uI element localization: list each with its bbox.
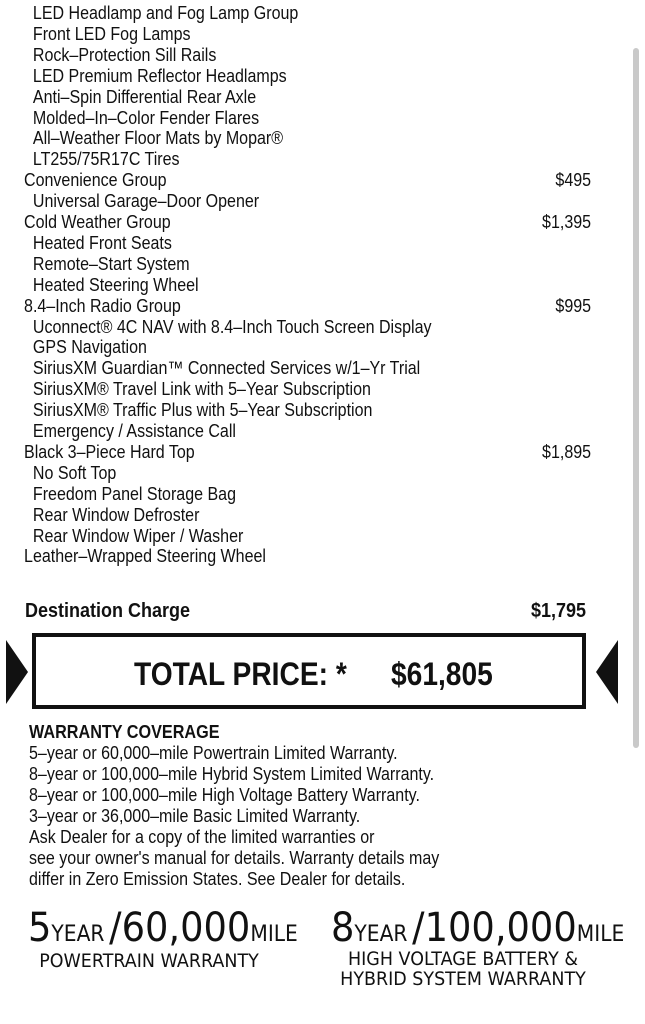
option-feature-label: Freedom Panel Storage Bag <box>32 483 236 504</box>
option-row <box>0 317 574 338</box>
option-row <box>0 233 574 254</box>
option-price: $495 <box>555 170 591 191</box>
option-price: $1,895 <box>541 441 591 462</box>
option-row <box>0 296 574 317</box>
option-price: $995 <box>555 295 591 316</box>
option-row <box>0 463 574 484</box>
battery-slash: / <box>412 905 425 951</box>
option-row <box>0 108 574 129</box>
powertrain-miles: 60,000 <box>121 905 251 951</box>
option-row <box>0 442 574 463</box>
warranty-line: differ in Zero Emission States. See Dealer for details. <box>29 869 406 889</box>
option-feature-label: Rear Window Wiper / Washer <box>32 525 244 546</box>
option-feature-label: Molded–In–Color Fender Flares <box>32 107 260 128</box>
powertrain-mile-word: MILE <box>250 922 298 947</box>
right-arrow-icon <box>596 640 618 704</box>
option-row <box>0 170 574 191</box>
option-row <box>0 337 574 358</box>
option-feature-label: Rear Window Defroster <box>32 504 200 525</box>
battery-years: 8 <box>331 905 355 951</box>
option-feature-label: Remote–Start System <box>32 253 190 274</box>
option-row <box>0 45 574 66</box>
warranty-line: 3–year or 36,000–mile Basic Limited Warranty. <box>29 806 361 826</box>
option-feature-label: Emergency / Assistance Call <box>32 421 236 441</box>
option-feature-label: Front LED Fog Lamps <box>32 23 191 44</box>
powertrain-years: 5 <box>28 905 52 951</box>
option-row <box>0 87 574 108</box>
option-feature-label: GPS Navigation <box>32 337 147 358</box>
option-package-label: Leather–Wrapped Steering Wheel <box>24 546 266 567</box>
option-row <box>0 526 574 547</box>
option-row <box>0 66 574 87</box>
scrollbar[interactable] <box>633 48 639 748</box>
powertrain-warranty-caption: POWERTRAIN WARRANTY <box>39 950 259 972</box>
left-arrow-icon <box>6 640 28 704</box>
option-row <box>0 484 574 505</box>
option-row <box>0 275 574 296</box>
option-package-label: 8.4–Inch Radio Group <box>24 295 181 316</box>
option-feature-label: SiriusXM® Travel Link with 5–Year Subscription <box>32 379 371 400</box>
option-feature-label: Universal Garage–Door Opener <box>32 191 260 212</box>
battery-miles: 100,000 <box>424 905 577 951</box>
option-row <box>0 421 574 442</box>
warranty-title: WARRANTY COVERAGE <box>29 722 220 742</box>
option-feature-label: LT255/75R17C Tires <box>32 149 180 170</box>
option-feature-label: Uconnect® 4C NAV with 8.4–Inch Touch Screen Display <box>32 316 432 337</box>
option-feature-label: Heated Steering Wheel <box>32 274 199 295</box>
option-price: $1,395 <box>541 212 591 232</box>
total-price-value: $61,805 <box>391 656 493 692</box>
option-feature-label: All–Weather Floor Mats by Mopar® <box>32 128 284 149</box>
destination-charge-price: $1,795 <box>531 600 587 622</box>
warranty-line: 8–year or 100,000–mile High Voltage Battery Warranty. <box>29 785 420 805</box>
option-row <box>0 128 574 149</box>
option-row <box>0 400 574 421</box>
warranty-line: see your owner's manual for details. Warranty details may <box>29 848 440 868</box>
option-row <box>0 546 574 567</box>
option-row <box>0 24 574 45</box>
option-feature-label: SiriusXM Guardian™ Connected Services w/1–Yr Trial <box>32 358 421 379</box>
option-row <box>0 379 574 400</box>
option-feature-label: No Soft Top <box>32 462 117 483</box>
option-package-label: Cold Weather Group <box>24 212 171 232</box>
option-row <box>0 505 574 526</box>
battery-mile-word: MILE <box>576 922 625 947</box>
total-price-label: TOTAL PRICE: * <box>134 656 347 692</box>
option-feature-label: LED Headlamp and Fog Lamp Group <box>32 3 299 23</box>
destination-charge-label: Destination Charge <box>25 600 191 622</box>
option-row <box>0 212 574 233</box>
option-row <box>0 191 574 212</box>
option-package-label: Convenience Group <box>24 170 167 191</box>
option-row <box>0 254 574 275</box>
option-row <box>0 3 574 24</box>
powertrain-slash: / <box>109 905 122 951</box>
option-feature-label: Heated Front Seats <box>32 232 172 253</box>
battery-year-word: YEAR <box>354 922 408 947</box>
battery-warranty-caption-line2: HYBRID SYSTEM WARRANTY <box>340 968 586 990</box>
option-feature-label: LED Premium Reflector Headlamps <box>32 65 287 86</box>
powertrain-year-word: YEAR <box>51 922 105 947</box>
option-row <box>0 149 574 170</box>
warranty-line: 5–year or 60,000–mile Powertrain Limited Warranty. <box>29 743 398 763</box>
option-row <box>0 358 574 379</box>
option-feature-label: Anti–Spin Differential Rear Axle <box>32 86 257 107</box>
warranty-line: Ask Dealer for a copy of the limited warranties or <box>29 827 375 847</box>
option-package-label: Black 3–Piece Hard Top <box>24 441 195 462</box>
battery-warranty-caption-line1: HIGH VOLTAGE BATTERY & <box>347 948 578 970</box>
option-feature-label: Rock–Protection Sill Rails <box>32 44 217 65</box>
option-feature-label: SiriusXM® Traffic Plus with 5–Year Subscription <box>32 400 373 421</box>
warranty-line: 8–year or 100,000–mile Hybrid System Limited Warranty. <box>29 764 435 784</box>
